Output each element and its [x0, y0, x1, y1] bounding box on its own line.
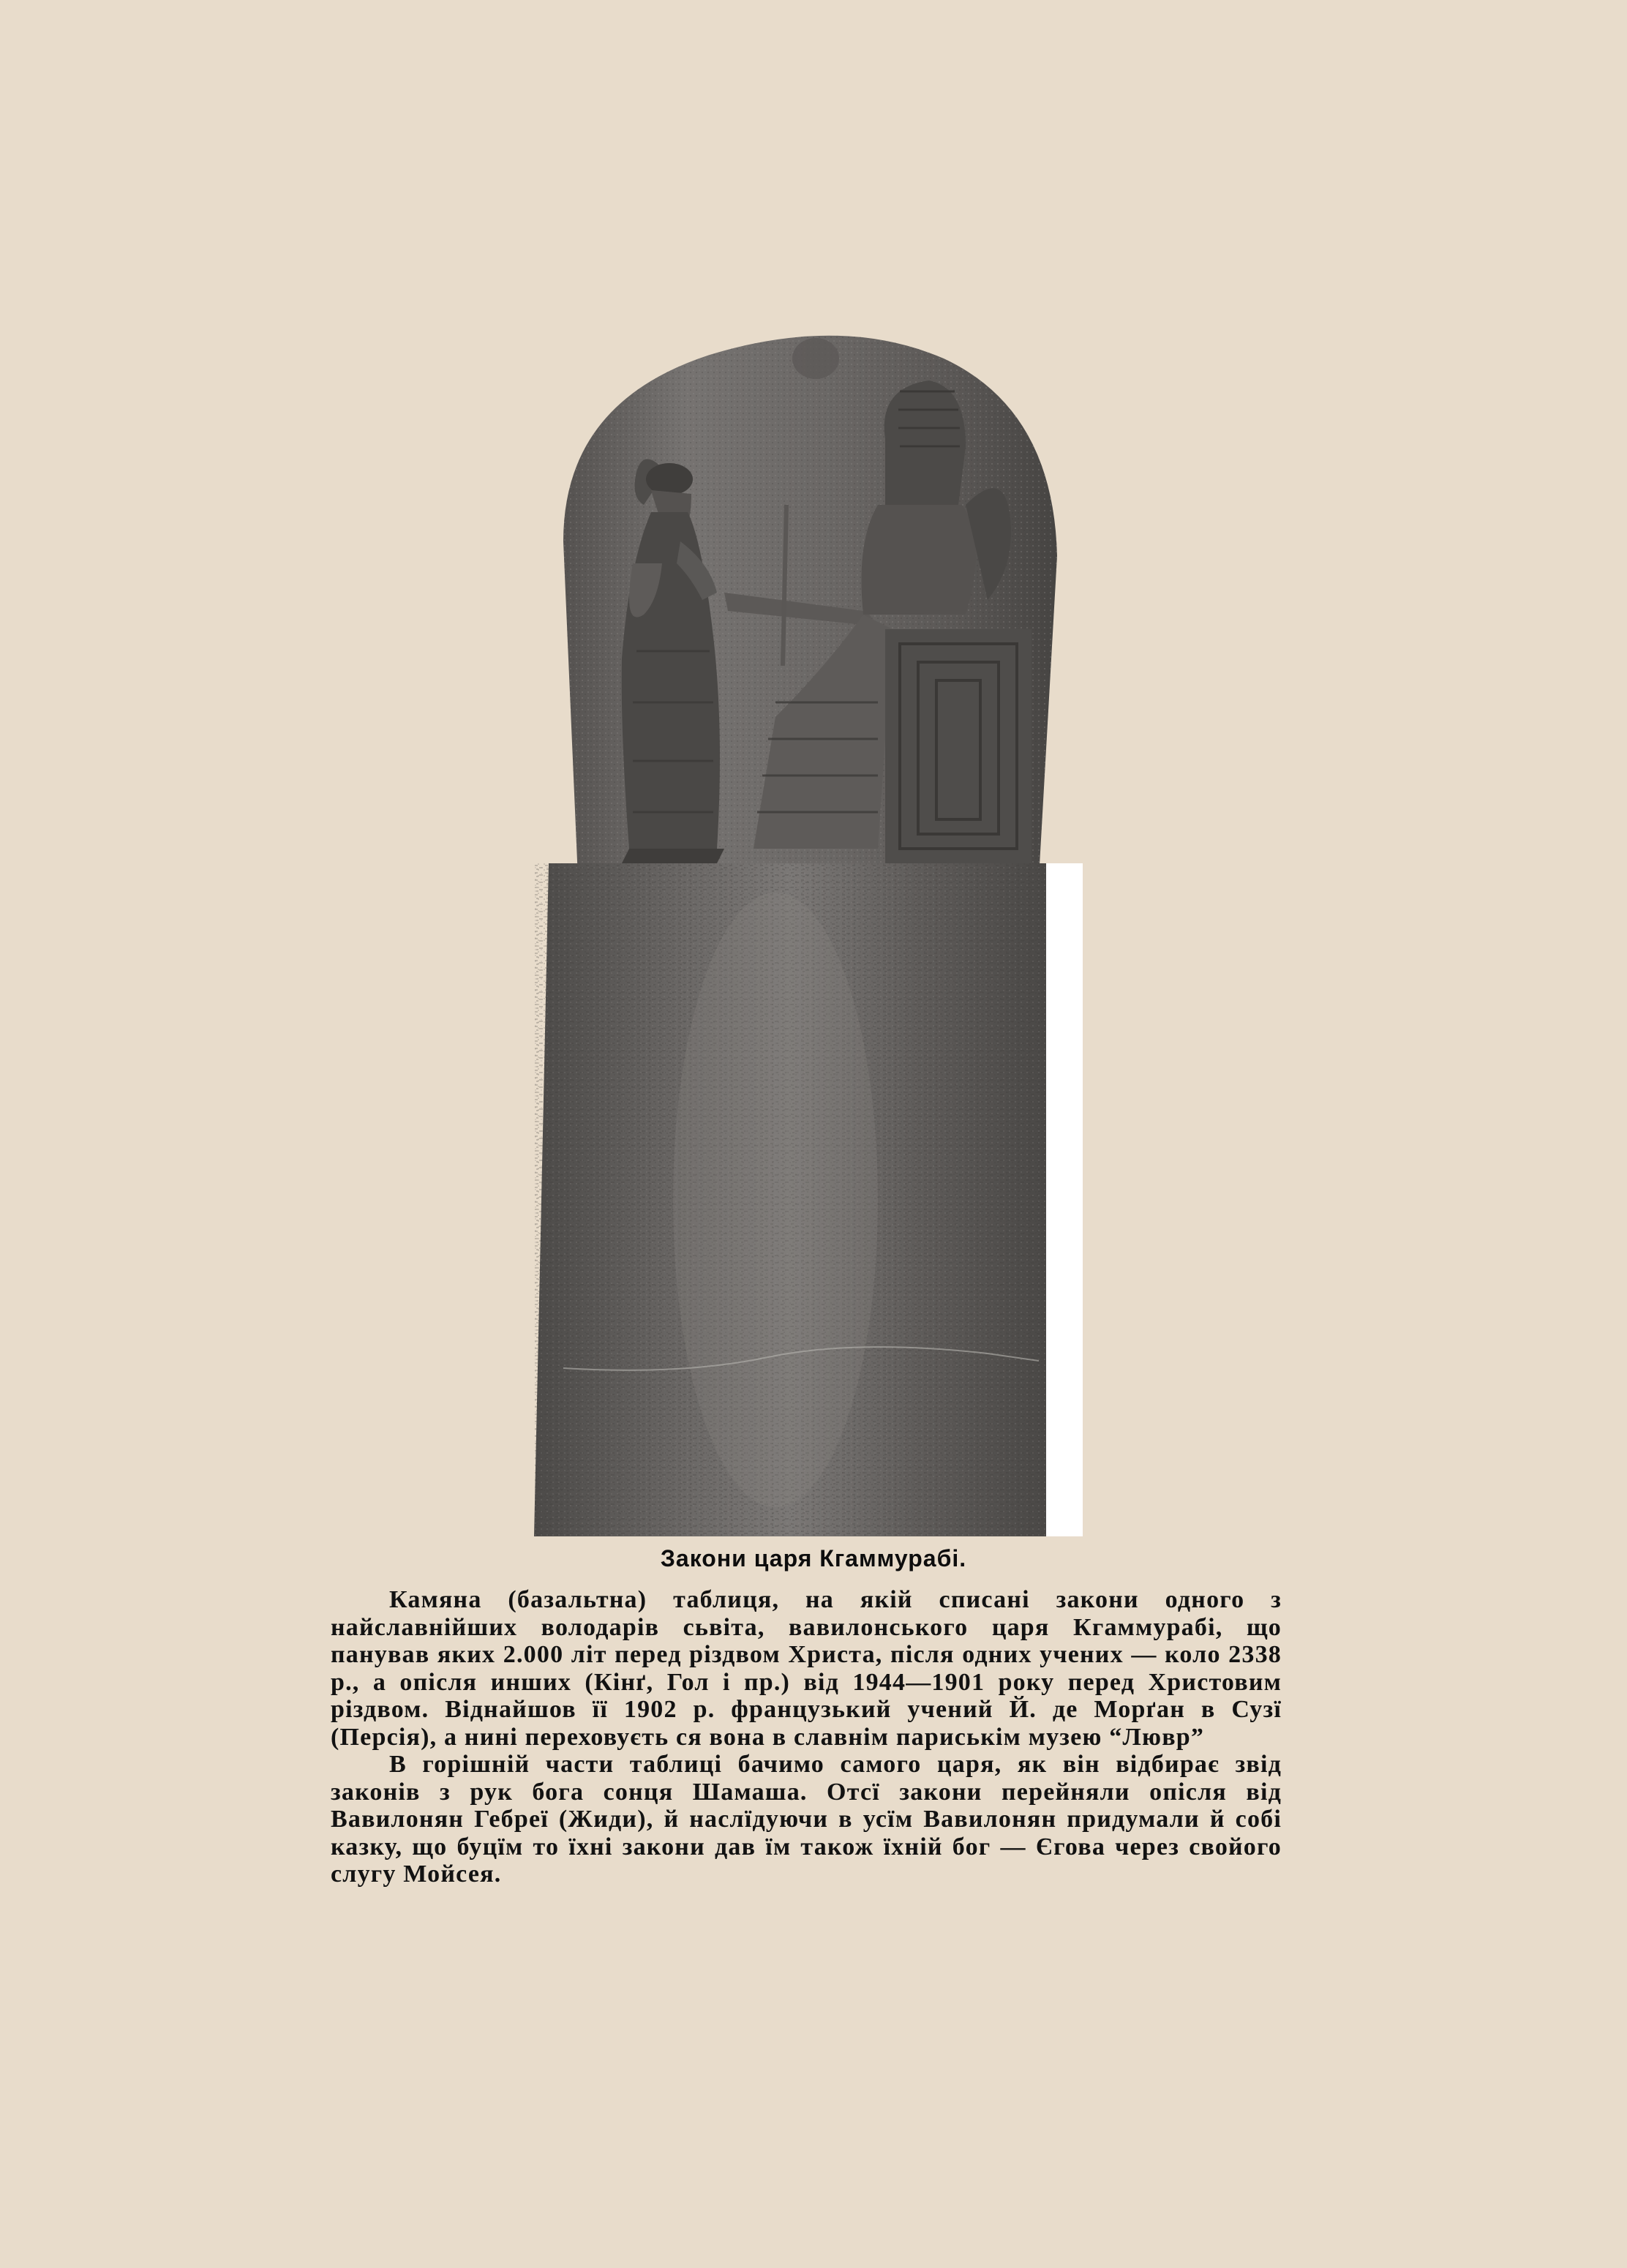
caption-paragraph-2: В горішній части таблиці бачимо самого царя, як він відбирає звід законів з рук бога сонця Шамаша. Отсї закони перейняли опісля від Вавилонян Гебреї (Жиди), й наслїдуючи в усїм Вавилонян придумали й собі казку, що буцїм то їхні закони дав їм також їхній бог — Єгова через свойого слугу Мойсея. — [331, 1751, 1282, 1888]
caption-paragraph-1: Камяна (базальтна) таблиця, на якій списані закони одного з найславнійших володарів сьвіта, вавилонського царя Кгаммурабі, що панував яких 2.000 літ перед різдвом Христа, після одних учених — коло 2338 р., а опісля инших (Кінґ, Гол і пр.) від 1944—1901 року перед Христовим різдвом. Віднайшов її 1902 р. французький учений Й. де Морґан в Сузї (Персія), а нині переховуєть ся вона в славнім париськім музею “Лювр” — [331, 1586, 1282, 1751]
hammurabi-stele-photo — [534, 322, 1083, 1536]
stele-illustration — [534, 322, 1083, 1536]
caption-title: Закони царя Кгаммурабі. — [660, 1545, 967, 1572]
caption-body — [331, 1586, 1282, 1888]
